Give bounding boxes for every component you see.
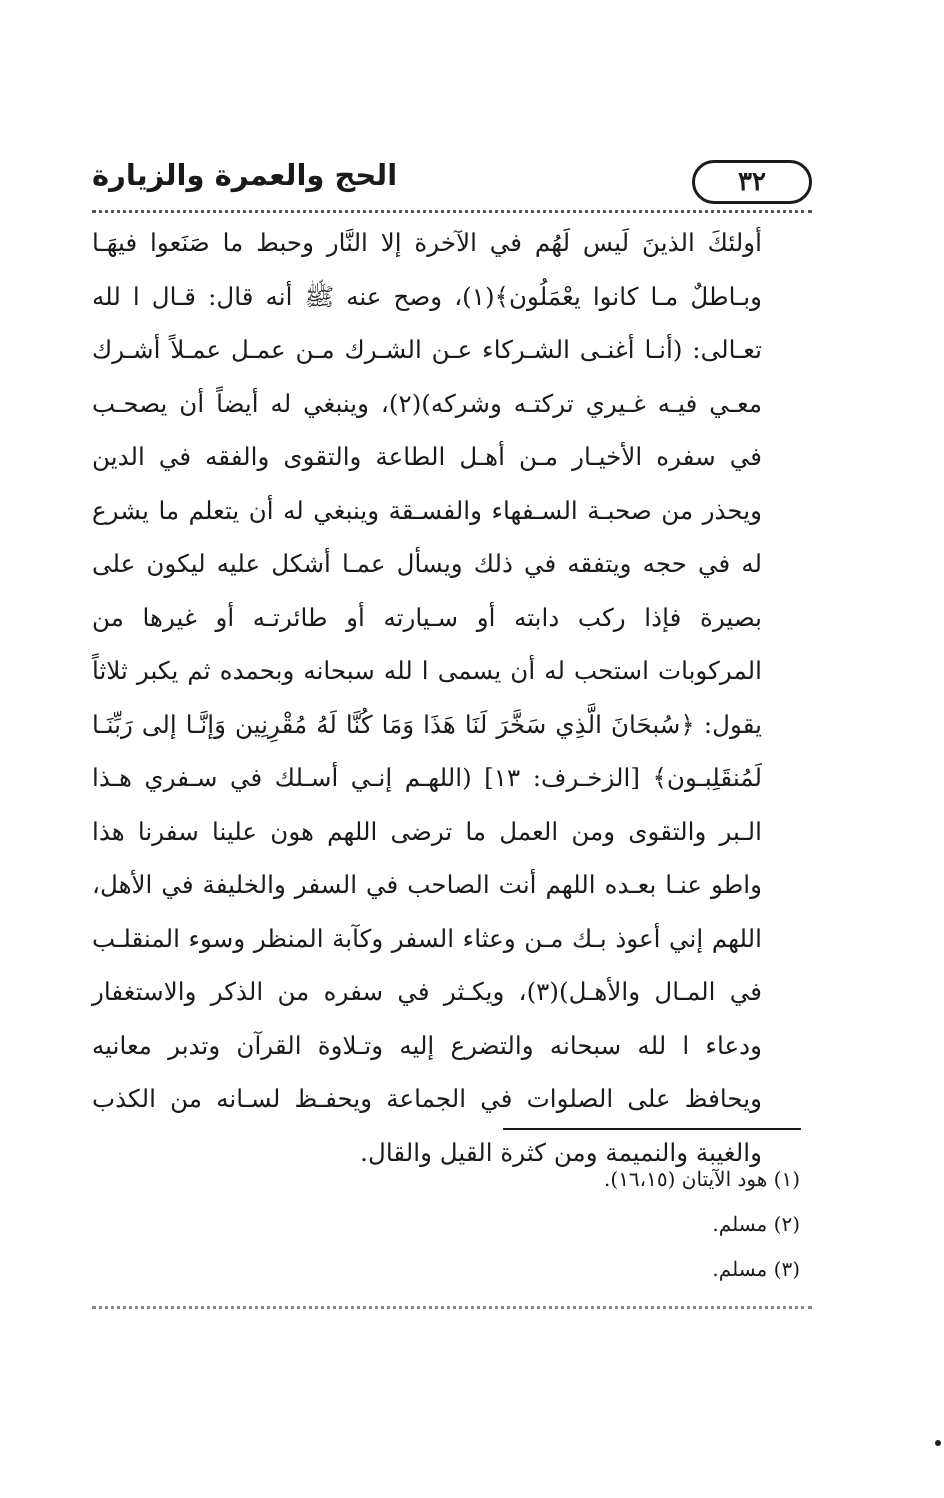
body-text xyxy=(92,216,762,1179)
header-title: الحج والعمرة والزيارة xyxy=(92,158,398,192)
footnote-1: (١) هود الآيتان (١٦،١٥). xyxy=(604,1167,800,1191)
page-header xyxy=(92,152,812,210)
footnote-3: (٣) مسلم. xyxy=(712,1257,800,1281)
body-paragraph: أولئكَ الذينَ لَيس لَهُم في الآخرة إلا النَّار وحبط ما صَنَعوا فيهَـا وبـاطلٌ مـا كانوا يعْمَلُون﴾(١)، وصح عنه ﷺ أنه قال: قـال ا لله تعـالى: (أنـا أغنـى الشـركاء عـن الشـرك مـن عمـل عمـلاً أشـرك معـي فيـه غـيري تركتـه وشركه)(٢)، وينبغي له أيضاً أن يصحـب في سفره الأخيـار مـن أهـل الطاعة والتقوى والفقه في الدين ويحذر من صحبـة السـفهاء والفسـقة وينبغي له أن يتعلم ما يشرع له في حجه ويتفقه في ذلك ويسأل عمـا أشكل عليه ليكون على بصيرة فإذا ركب دابته أو سـيارته أو طائرتـه أو غيرها من المركوبات استحب له أن يسمى ا لله سبحانه وبحمده ثم يكبر ثلاثاً يقول: ﴿سُبحَانَ الَّذِي سَخَّرَ لَنَا هَذَا وَمَا كُنَّا لَهُ مُقْرِنِين وَإنَّـا إلى رَبِّنَـا لَمُنقَلِبـون﴾ [الزخـرف: ١٣] (اللهـم إنـي أسـلك في سـفري هـذا الـبر والتقوى ومن العمل ما ترضى اللهم هون علينا سفرنا هذا واطو عنـا بعـده اللهم أنت الصاحب في السفر والخليفة في الأهل، اللهم إني أعوذ بـك مـن وعثاء السفر وكآبة المنظر وسوء المنقلـب في المـال والأهـل)(٣)، ويكـثر في سفره من الذكر والاستغفار ودعاء ا لله سبحانه والتضرع إليه وتـلاوة القرآن وتدبر معانيه ويحافظ على الصلوات في الجماعة ويحفـظ لسـانه من الكذب والغيبة والنميمة ومن كثرة القيل والقال. xyxy=(92,228,762,1167)
page-edge-mark xyxy=(935,1440,941,1446)
footnote-divider xyxy=(503,1128,801,1130)
page-number: ٣٢ xyxy=(692,160,812,204)
footer-divider xyxy=(92,1306,812,1309)
footnote-2: (٢) مسلم. xyxy=(712,1212,800,1236)
header-divider xyxy=(92,210,812,213)
footnotes xyxy=(300,1157,800,1292)
